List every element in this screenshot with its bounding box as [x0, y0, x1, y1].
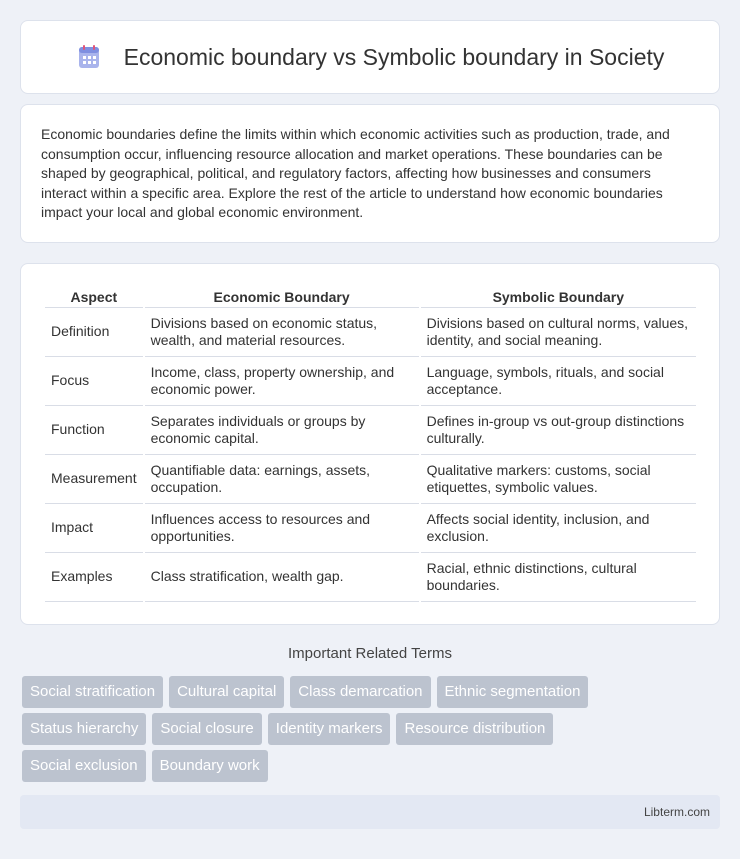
footer-site-link[interactable]: Libterm.com — [643, 805, 710, 819]
row-economic: Divisions based on economic status, wealth, and material resources. — [145, 308, 419, 357]
intro-card — [20, 104, 720, 243]
tag-row — [22, 750, 722, 782]
row-aspect: Examples — [45, 553, 143, 602]
table-header-row — [45, 284, 696, 308]
tag-resource-distribution[interactable]: Resource distribution — [396, 713, 553, 745]
row-aspect: Function — [45, 406, 143, 455]
tag-row — [22, 676, 722, 708]
title-card — [20, 20, 720, 94]
page-title: Economic boundary vs Symbolic boundary in Society — [123, 43, 665, 70]
tag-social-stratification[interactable]: Social stratification — [22, 676, 163, 708]
tag-social-closure[interactable]: Social closure — [152, 713, 261, 745]
comparison-table — [43, 284, 698, 602]
tag-cultural-capital[interactable]: Cultural capital — [169, 676, 284, 708]
tag-boundary-work[interactable]: Boundary work — [152, 750, 268, 782]
row-symbolic: Qualitative markers: customs, social etiquettes, symbolic values. — [421, 455, 696, 504]
row-aspect: Impact — [45, 504, 143, 553]
tag-status-hierarchy[interactable]: Status hierarchy — [22, 713, 146, 745]
row-symbolic: Affects social identity, inclusion, and exclusion. — [421, 504, 696, 553]
header-economic: Economic Boundary — [145, 284, 419, 308]
row-economic: Influences access to resources and opportunities. — [145, 504, 419, 553]
intro-text: Economic boundaries define the limits within which economic activities such as production, trade, and consumption occur, influencing resource allocation and market operations. These boundaries can be shaped by geographical, political, and regulatory factors, affecting how businesses and consumers interact within a specific area. Explore the rest of the article to understand how economic boundaries impact your local and global economic environment. — [41, 126, 670, 220]
footer — [20, 795, 720, 829]
row-aspect: Measurement — [45, 455, 143, 504]
table-row — [45, 455, 696, 504]
row-aspect: Definition — [45, 308, 143, 357]
tag-row — [22, 713, 722, 745]
row-economic: Separates individuals or groups by economic capital. — [145, 406, 419, 455]
header-aspect: Aspect — [45, 284, 143, 308]
tag-social-exclusion[interactable]: Social exclusion — [22, 750, 146, 782]
comparison-table-card — [20, 263, 720, 625]
row-symbolic: Divisions based on cultural norms, values, identity, and social meaning. — [421, 308, 696, 357]
row-economic: Class stratification, wealth gap. — [145, 553, 419, 602]
row-symbolic: Language, symbols, rituals, and social acceptance. — [421, 357, 696, 406]
table-row — [45, 308, 696, 357]
tag-ethnic-segmentation[interactable]: Ethnic segmentation — [437, 676, 589, 708]
row-symbolic: Defines in-group vs out-group distinctions culturally. — [421, 406, 696, 455]
header-symbolic: Symbolic Boundary — [421, 284, 696, 308]
table-row — [45, 357, 696, 406]
row-economic: Quantifiable data: earnings, assets, occupation. — [145, 455, 419, 504]
tag-identity-markers[interactable]: Identity markers — [268, 713, 391, 745]
row-aspect: Focus — [45, 357, 143, 406]
table-row — [45, 406, 696, 455]
related-terms-title: Important Related Terms — [288, 645, 452, 662]
document-list-icon — [76, 44, 102, 70]
table-row — [45, 553, 696, 602]
related-terms-list — [22, 676, 722, 787]
table-row — [45, 504, 696, 553]
row-economic: Income, class, property ownership, and economic power. — [145, 357, 419, 406]
row-symbolic: Racial, ethnic distinctions, cultural boundaries. — [421, 553, 696, 602]
tag-class-demarcation[interactable]: Class demarcation — [290, 676, 430, 708]
